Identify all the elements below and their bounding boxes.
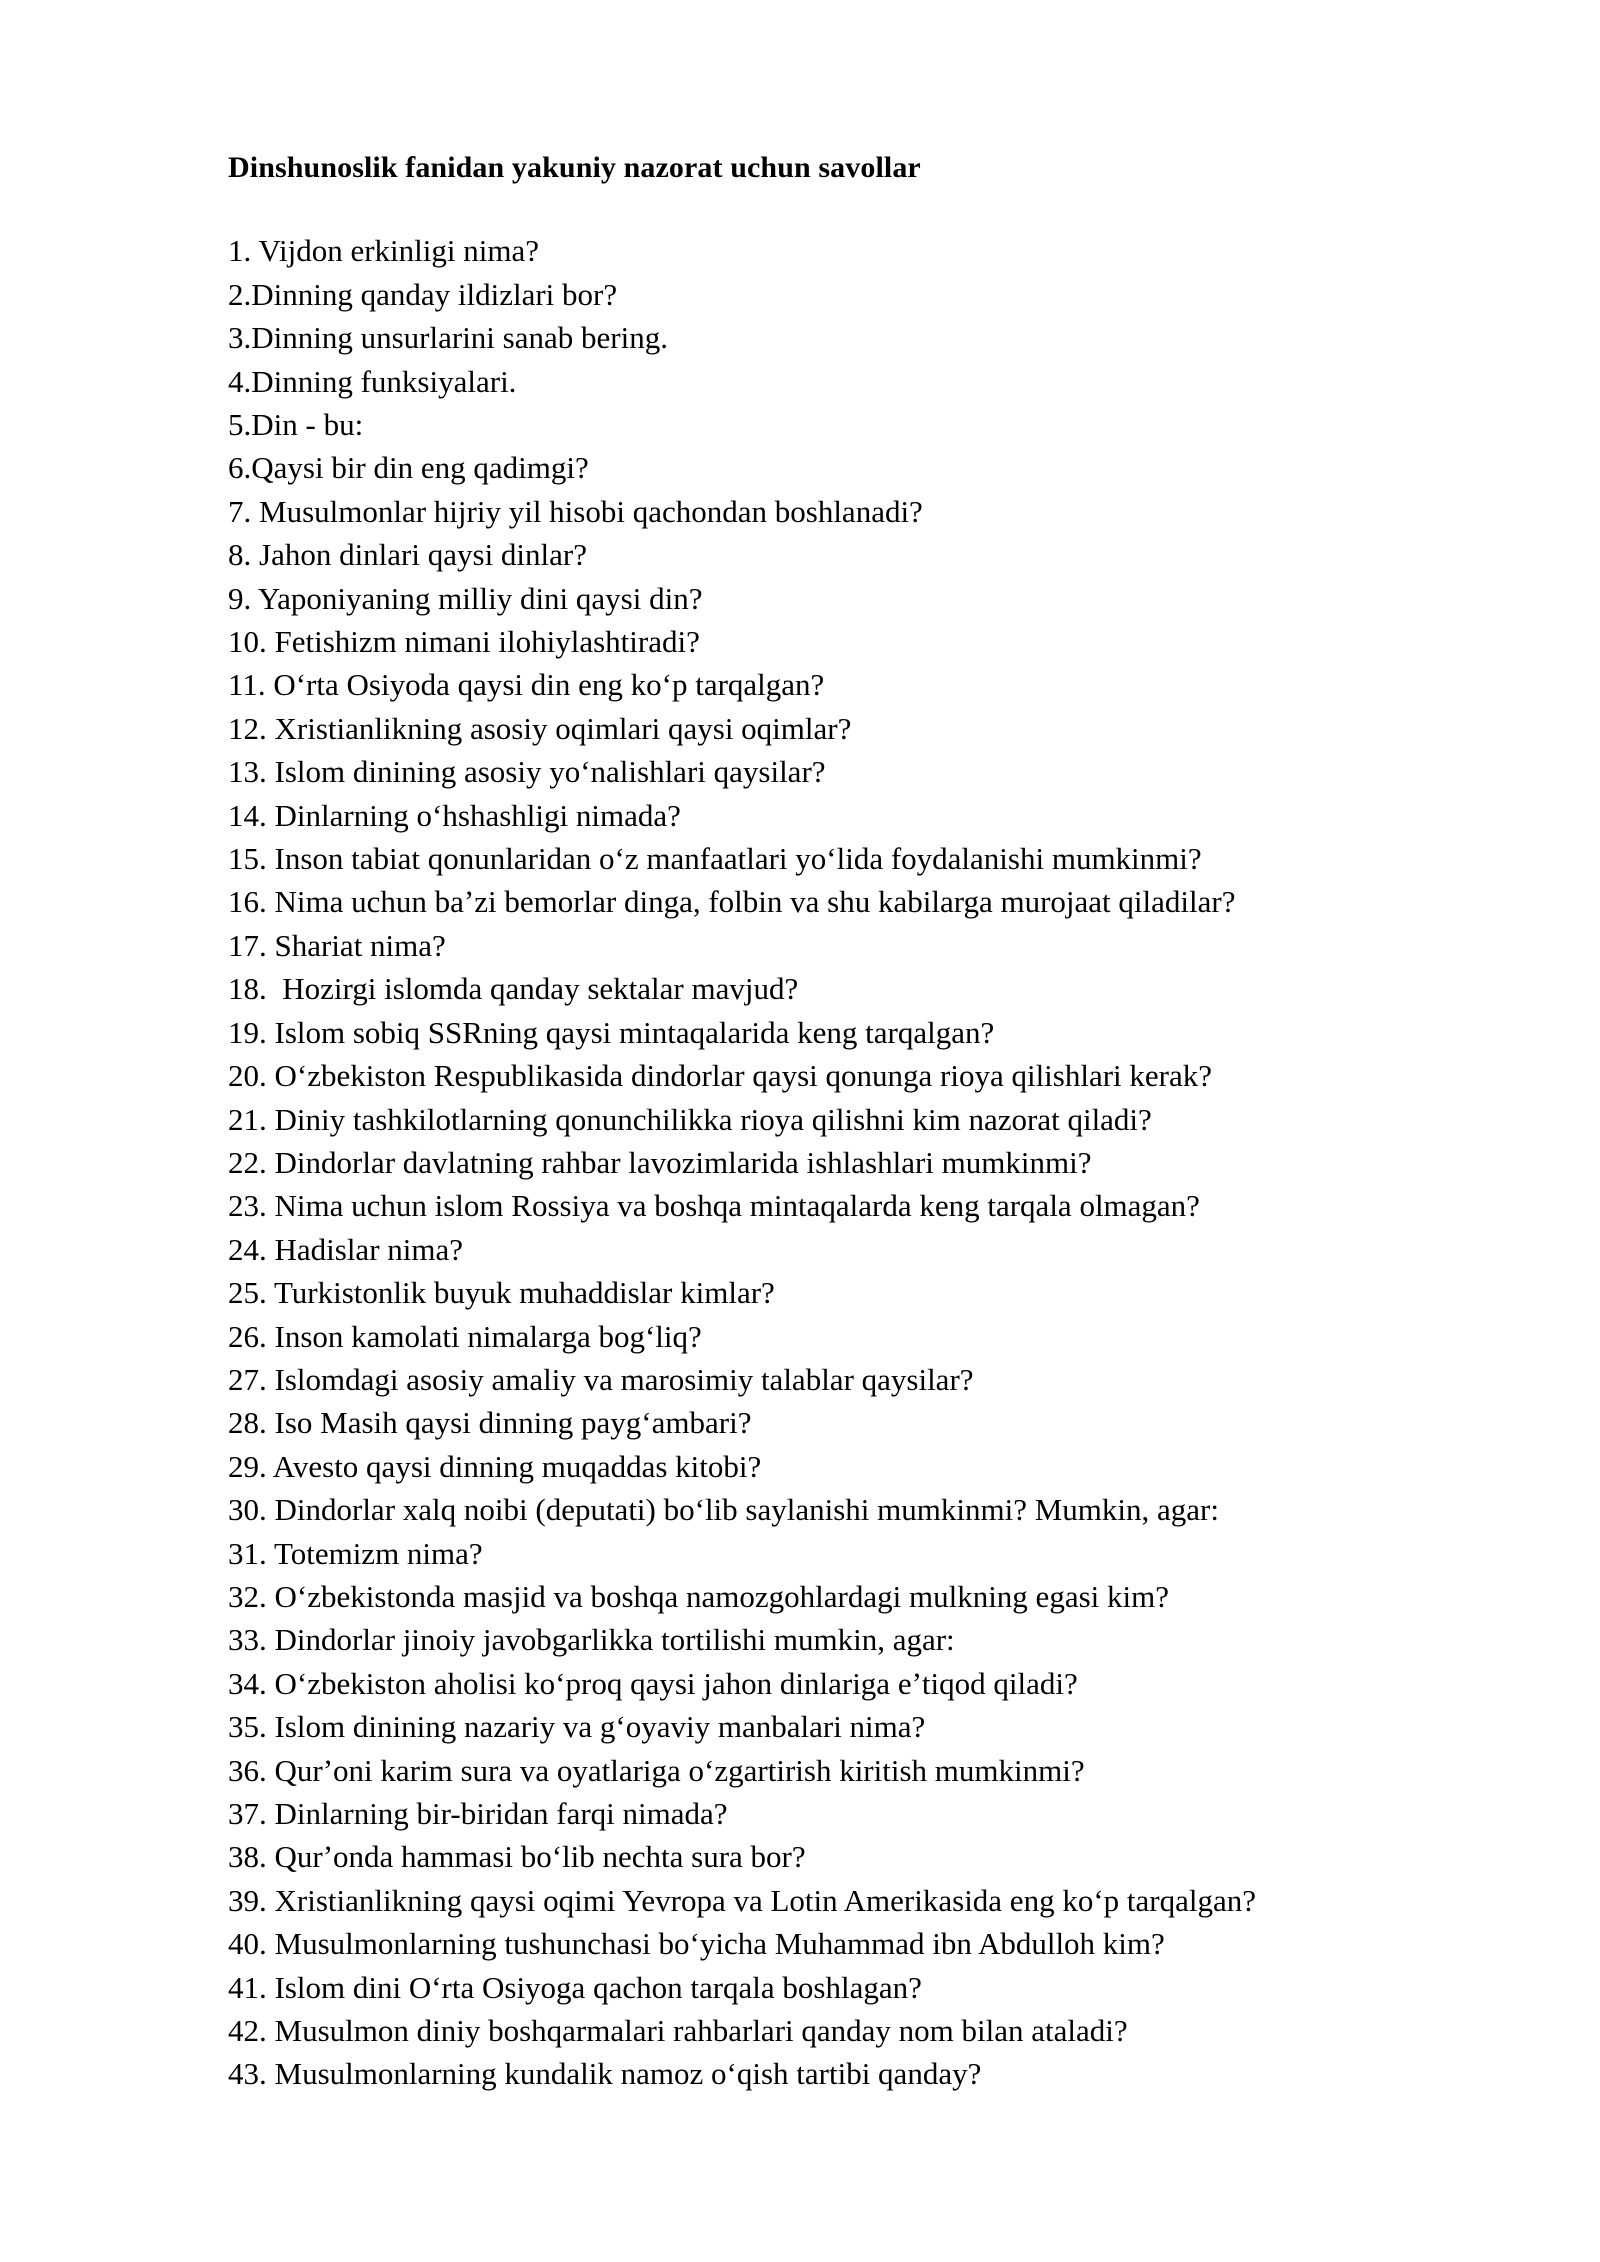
question-item: 22. Dindorlar davlatning rahbar lavozimlarida ishlashlari mumkinmi? xyxy=(228,1144,1092,1180)
page-title: Dinshunoslik fanidan yakuniy nazorat uchun savollar xyxy=(228,151,921,184)
question-item: 7. Musulmonlar hijriy yil hisobi qachondan boshlanadi? xyxy=(228,493,923,529)
question-item: 9. Yaponiyaning milliy dini qaysi din? xyxy=(228,580,703,616)
question-item: 32. Oʻzbekistonda masjid va boshqa namozgohlardagi mulkning egasi kim? xyxy=(228,1578,1169,1614)
question-item: 14. Dinlarning oʻhshashligi nimada? xyxy=(228,797,681,833)
question-item: 35. Islom dinining nazariy va gʻoyaviy manbalari nima? xyxy=(228,1709,926,1745)
question-item: 17. Shariat nima? xyxy=(228,927,446,963)
question-item: 6.Qaysi bir din eng qadimgi? xyxy=(228,450,589,486)
title-body-spacer xyxy=(228,185,1440,229)
question-item: 2.Dinning qanday ildizlari bor? xyxy=(228,276,618,312)
question-item: 37. Dinlarning bir-biridan farqi nimada? xyxy=(228,1796,728,1832)
question-item: 33. Dindorlar jinoiy javobgarlikka tortilishi mumkin, agar: xyxy=(228,1622,955,1658)
question-item: 21. Diniy tashkilotlarning qonunchilikka rioya qilishni kim nazorat qiladi? xyxy=(228,1101,1152,1137)
question-item: 10. Fetishizm nimani ilohiylashtiradi? xyxy=(228,624,700,660)
question-item: 11. Oʻrta Osiyoda qaysi din eng koʻp tarqalgan? xyxy=(228,667,825,703)
question-item: 42. Musulmon diniy boshqarmalari rahbarlari qanday nom bilan ataladi? xyxy=(228,2013,1128,2049)
question-item: 1. Vijdon erkinligi nima? xyxy=(228,233,539,269)
question-item: 5.Din - bu: xyxy=(228,407,364,443)
question-item: 43. Musulmonlarning kundalik namoz oʻqish tartibi qanday? xyxy=(228,2056,982,2092)
question-item: 26. Inson kamolati nimalarga bogʻliq? xyxy=(228,1318,702,1354)
question-item: 24. Hadislar nima? xyxy=(228,1231,464,1267)
question-item: 28. Iso Masih qaysi dinning paygʻambari? xyxy=(228,1405,752,1441)
question-item: 13. Islom dinining asosiy yoʻnalishlari qaysilar? xyxy=(228,754,826,790)
question-item: 16. Nima uchun baʼzi bemorlar dinga, folbin va shu kabilarga murojaat qiladilar? xyxy=(228,884,1236,920)
question-item: 29. Avesto qaysi dinning muqaddas kitobi? xyxy=(228,1448,762,1484)
question-item: 25. Turkistonlik buyuk muhaddislar kimlar? xyxy=(228,1275,775,1311)
question-item: 20. Oʻzbekiston Respublikasida dindorlar qaysi qonunga rioya qilishlari kerak? xyxy=(228,1058,1213,1094)
question-item: 30. Dindorlar xalq noibi (deputati) boʻlib saylanishi mumkinmi? Mumkin, agar: xyxy=(228,1492,1219,1528)
question-list xyxy=(228,229,1440,2095)
question-item: 19. Islom sobiq SSRning qaysi mintaqalarida keng tarqalgan? xyxy=(228,1014,995,1050)
question-item: 18. Hozirgi islomda qanday sektalar mavjud? xyxy=(228,971,799,1007)
question-item: 40. Musulmonlarning tushunchasi boʻyicha Muhammad ibn Abdulloh kim? xyxy=(228,1926,1165,1962)
question-item: 36. Qurʼoni karim sura va oyatlariga oʻzgartirish kiritish mumkinmi? xyxy=(228,1752,1085,1788)
question-item: 15. Inson tabiat qonunlaridan oʻz manfaatlari yoʻlida foydalanishi mumkinmi? xyxy=(228,841,1202,877)
question-item: 12. Xristianlikning asosiy oqimlari qaysi oqimlar? xyxy=(228,710,852,746)
question-item: 4.Dinning funksiyalari. xyxy=(228,363,517,399)
question-item: 41. Islom dini Oʻrta Osiyoga qachon tarqala boshlagan? xyxy=(228,1969,922,2005)
question-item: 27. Islomdagi asosiy amaliy va marosimiy talablar qaysilar? xyxy=(228,1361,974,1397)
question-item: 38. Qurʼonda hammasi boʻlib nechta sura bor? xyxy=(228,1839,806,1875)
question-item: 23. Nima uchun islom Rossiya va boshqa mintaqalarda keng tarqala olmagan? xyxy=(228,1188,1200,1224)
question-item: 39. Xristianlikning qaysi oqimi Yevropa va Lotin Amerikasida eng koʻp tarqalgan? xyxy=(228,1882,1256,1918)
question-item: 3.Dinning unsurlarini sanab bering. xyxy=(228,320,668,356)
question-item: 8. Jahon dinlari qaysi dinlar? xyxy=(228,537,587,573)
question-item: 34. Oʻzbekiston aholisi koʻproq qaysi jahon dinlariga eʼtiqod qiladi? xyxy=(228,1665,1078,1701)
question-item: 31. Totemizm nima? xyxy=(228,1535,483,1571)
